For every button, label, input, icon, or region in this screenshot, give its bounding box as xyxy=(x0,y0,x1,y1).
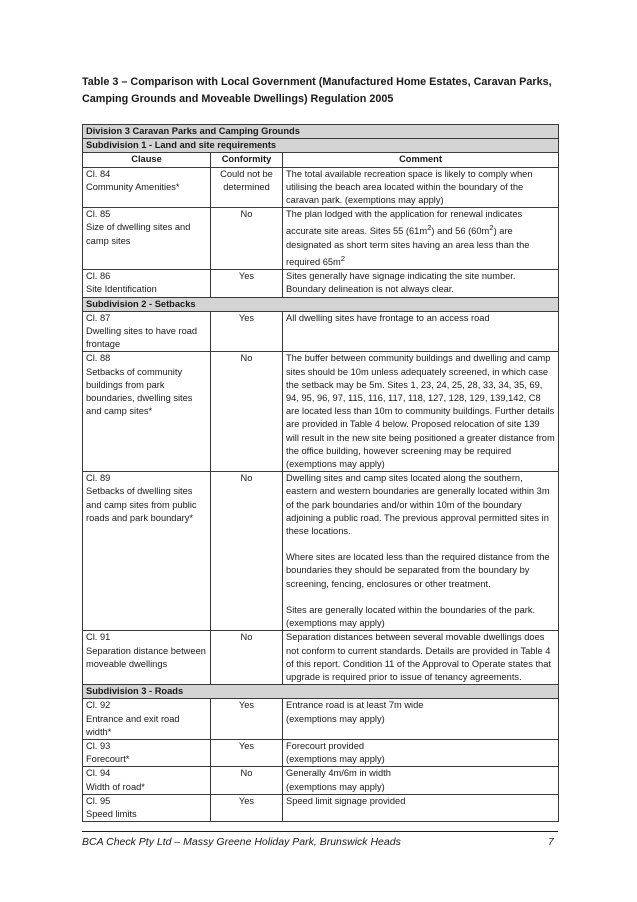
comment-cell xyxy=(283,739,559,766)
table-row xyxy=(83,270,559,297)
clause-cell xyxy=(83,270,211,297)
clause-title: Entrance and exit road width* xyxy=(86,713,180,737)
header-comment: Comment xyxy=(283,153,559,167)
comparison-table xyxy=(82,124,559,822)
conformity-cell: Yes xyxy=(211,311,283,352)
clause-cell xyxy=(83,794,211,821)
subdivision-1-heading: Subdivision 1 - Land and site requirements xyxy=(83,139,559,153)
clause-title: Size of dwelling sites and camp sites xyxy=(86,222,191,246)
header-clause: Clause xyxy=(83,153,211,167)
comment-part: The plan lodged with the application for renewal indicates accurate site areas. Sites 55 (61m xyxy=(286,209,523,237)
comment-line: (exemptions may apply) xyxy=(286,713,385,724)
clause-title: Setbacks of dwelling sites and camp sites from public roads and park boundary* xyxy=(86,486,197,523)
clause-number: Cl. 93 xyxy=(86,740,111,751)
comment-cell: The total available recreation space is likely to comply when utilising the beach area located within the boundary of the caravan park. (exemptions may apply) xyxy=(283,167,559,208)
conformity-cell: No xyxy=(211,352,283,472)
clause-number: Cl. 87 xyxy=(86,312,111,323)
conformity-cell: Yes xyxy=(211,699,283,740)
clause-number: Cl. 91 xyxy=(86,632,111,643)
conformity-cell: No xyxy=(211,472,283,631)
header-conformity: Conformity xyxy=(211,153,283,167)
clause-cell xyxy=(83,352,211,472)
comment-cell: Speed limit signage provided xyxy=(283,794,559,821)
clause-title: Dwelling sites to have road frontage xyxy=(86,326,198,350)
comment-cell: Separation distances between several movable dwellings does not conform to current standards. Details are provided in Table 4 of this report. Condition 11 of the Approval to Operate states that upgrade is required prior to issue of tenancy agreements. xyxy=(283,631,559,685)
clause-number: Cl. 88 xyxy=(86,353,111,364)
comment-cell: Sites generally have signage indicating the site number. Boundary delineation is not always clear. xyxy=(283,270,559,297)
comment-line: Forecourt provided xyxy=(286,740,365,751)
division-heading: Division 3 Caravan Parks and Camping Grounds xyxy=(83,125,559,139)
clause-title: Forecourt* xyxy=(86,754,130,765)
clause-number: Cl. 92 xyxy=(86,700,111,711)
conformity-cell: No xyxy=(211,631,283,685)
clause-title: Separation distance between moveable dwellings xyxy=(86,645,206,669)
clause-number: Cl. 86 xyxy=(86,271,111,282)
table-row xyxy=(83,739,559,766)
table-row xyxy=(83,167,559,208)
subdivision-row xyxy=(83,685,559,699)
subdivision-row xyxy=(83,297,559,311)
conformity-cell: No xyxy=(211,767,283,794)
clause-cell xyxy=(83,472,211,631)
clause-title: Width of road* xyxy=(86,781,145,792)
conformity-cell: No xyxy=(211,208,283,270)
comment-cell xyxy=(283,208,559,270)
page-number: 7 xyxy=(548,836,554,848)
table-caption xyxy=(82,74,562,108)
clause-cell xyxy=(83,167,211,208)
subdivision-3-heading: Subdivision 3 - Roads xyxy=(83,685,559,699)
clause-cell xyxy=(83,311,211,352)
clause-title: Speed limits xyxy=(86,808,137,819)
clause-title: Community Amenities* xyxy=(86,181,180,192)
caption-line-1: Table 3 – Comparison with Local Government (Manufactured Home Estates, Caravan Parks, xyxy=(82,76,552,88)
division-row xyxy=(83,125,559,139)
column-header-row xyxy=(83,153,559,167)
conformity-cell: Could not be determined xyxy=(211,167,283,208)
subdivision-2-heading: Subdivision 2 - Setbacks xyxy=(83,297,559,311)
comment-cell xyxy=(283,699,559,740)
clause-cell xyxy=(83,739,211,766)
comment-paragraph: Dwelling sites and camp sites located along the southern, eastern and western boundaries are generally located within 3m of the park boundaries and/or within 10m of the boundary adjoining a public road. The previous approval permitted sites in these locations. xyxy=(286,473,550,537)
superscript: 2 xyxy=(489,223,494,233)
table-row xyxy=(83,699,559,740)
comment-part: ) and 56 (60m xyxy=(431,226,490,237)
table-row xyxy=(83,631,559,685)
superscript: 2 xyxy=(427,223,432,233)
table-row xyxy=(83,794,559,821)
table-row xyxy=(83,352,559,472)
clause-number: Cl. 95 xyxy=(86,795,111,806)
table-row xyxy=(83,767,559,794)
conformity-cell: Yes xyxy=(211,270,283,297)
comment-cell: The buffer between community buildings and dwelling and camp sites should be 10m unless adequately screened, in which case the setback may be 5m. Sites 1, 23, 24, 25, 28, 33, 34, 35, 69, 94, 95, 96, 97, 115, 116, 117, 118, 127, 128, 129, 139,142, C8 are located less than 10m to community buildings. Further details are provided in Table 4 below. Proposed relocation of site 139 will result in the new site being positioned a greater distance from the office building, however screening may be required (exemptions may apply) xyxy=(283,352,559,472)
clause-number: Cl. 89 xyxy=(86,473,111,484)
footer-text: BCA Check Pty Ltd – Massy Greene Holiday Park, Brunswick Heads xyxy=(82,836,401,848)
caption-line-2: Camping Grounds and Moveable Dwellings) Regulation 2005 xyxy=(82,93,394,105)
clause-cell xyxy=(83,631,211,685)
conformity-cell: Yes xyxy=(211,794,283,821)
clause-cell xyxy=(83,208,211,270)
comment-line: Generally 4m/6m in width xyxy=(286,768,391,779)
comment-cell: All dwelling sites have frontage to an access road xyxy=(283,311,559,352)
comment-paragraph: Where sites are located less than the required distance from the boundaries they should be separated from the boundary by screening, fencing, enclosures or other treatment. xyxy=(286,552,550,589)
clause-cell xyxy=(83,699,211,740)
table-row xyxy=(83,208,559,270)
comment-part: ) are designated as short term sites having an area less than the required 65m xyxy=(286,226,530,268)
superscript: 2 xyxy=(340,253,346,263)
table-row xyxy=(83,472,559,631)
clause-title: Site Identification xyxy=(86,284,157,295)
comment-paragraph: Sites are generally located within the boundaries of the park. (exemptions may apply) xyxy=(286,604,536,629)
comment-line: Entrance road is at least 7m wide xyxy=(286,700,424,711)
table-row xyxy=(83,311,559,352)
clause-number: Cl. 85 xyxy=(86,209,111,220)
clause-title: Setbacks of community buildings from park boundaries, dwelling sites and camp sites* xyxy=(86,366,193,417)
conformity-cell: Yes xyxy=(211,739,283,766)
comment-line: (exemptions may apply) xyxy=(286,754,385,765)
comment-cell xyxy=(283,472,559,631)
comment-cell xyxy=(283,767,559,794)
clause-cell xyxy=(83,767,211,794)
comment-line: (exemptions may apply) xyxy=(286,781,385,792)
clause-number: Cl. 84 xyxy=(86,168,111,179)
clause-number: Cl. 94 xyxy=(86,768,111,779)
subdivision-row xyxy=(83,139,559,153)
footer-divider xyxy=(82,831,558,832)
